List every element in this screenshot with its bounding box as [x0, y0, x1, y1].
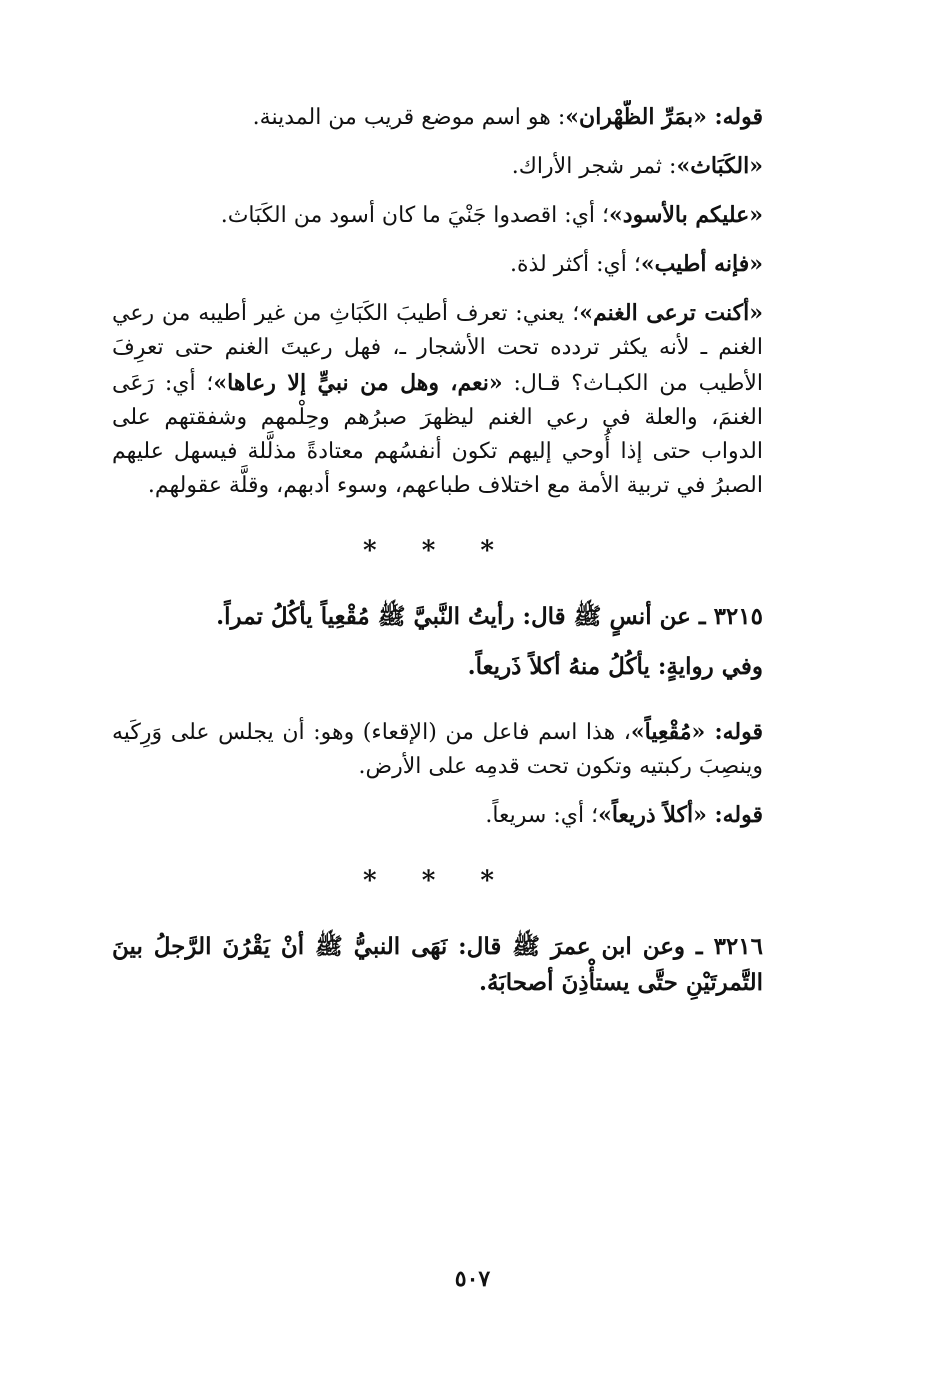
definition-fa-innahu-atyab: ؛ أي: أكثر لذة. — [509, 252, 641, 278]
definition-bimarr-azzahran: : هو اسم موضع قريب من المدينة. — [252, 105, 566, 130]
term-aklan-dhariyan: قوله: «أكلاً ذريعاً» — [598, 801, 763, 828]
definition-muqiyan: ، هذا اسم فاعل من (الإقعاء) وهو: أن يجلس على وَرِكَيه وينصِبَ ركبتيه وتكون تحت قدمِه على الأرض. — [112, 719, 763, 779]
explanation-part-1: ؛ يعني: تعرف أطيبَ الكَبَاثِ من غير أطيبه من رعي الغنم ـ لأنه يكثر تردده تحت الأشجار ـ، فهل رعيتَ الغنم حتى تعرِفَ الأطيب من الكبـاث؟ قـال: — [112, 301, 763, 396]
line-fa-innahu-atyab — [112, 247, 763, 282]
section-separator-1: * * * — [363, 535, 512, 566]
paragraph-raayi-alghanam — [112, 296, 763, 503]
term-alaykum-bil-aswad: «عليكم بالأسود» — [609, 202, 763, 229]
section-separator-2: * * * — [363, 865, 512, 896]
page-number: ٥٠٧ — [454, 1266, 491, 1292]
term-kabath: «الكَبَاث» — [676, 153, 763, 180]
term-fa-innahu-atyab: «فإنه أطيب» — [640, 251, 763, 278]
term-bimarr-azzahran: قوله: «بمَرِّ الظَّهْران» — [565, 104, 763, 130]
definition-alaykum-bil-aswad: ؛ أي: اقصدوا جَنْيَ ما كان أسود من الكَبَاث. — [220, 203, 610, 229]
quote-naam: «نعم، وهل من نبيٍّ إلا رعاها» — [213, 369, 503, 396]
explanation-part-2: ؛ أي: رَعَى الغنمَ، والعلة في رعي الغنم ليظهرَ صبرُهم وحِلْمهم وشفقتهم على الدواب حتى إذا أُوحي إليهم تكون أنفسُهم معتادةً مذلَّلة فيسهل عليهم الصبرُ في تربية الأمة مع اختلاف طباعهم، وسوء أدبهم، وقلَّة عقولهم. — [112, 370, 763, 498]
definition-kabath: : ثمر شجر الأراك. — [511, 154, 677, 180]
hadith-3215-variant: وفي روايةٍ: يأكُلُ منهُ أكلاً ذَريعاً. — [467, 652, 763, 680]
commentary-muqiyan — [112, 715, 763, 784]
text-block — [112, 96, 763, 1000]
term-kunta-tar-a-alghanam: «أكنت ترعى الغنم» — [579, 300, 763, 327]
commentary-aklan-dhariyan — [112, 798, 763, 833]
line-kabath — [112, 149, 763, 184]
hadith-3216: ٣٢١٦ ـ وعن ابن عمرَ ﷺ قال: نَهَى النبيُّ ﷺ أنْ يَقْرُنَ الرَّجلُ بينَ التَّمرتَيْنِ حتَّى يستأْذِنَ أصحابَهُ. — [112, 933, 763, 996]
definition-aklan-dhariyan: ؛ أي: سريعاً. — [485, 802, 599, 828]
hadith-3215: ٣٢١٥ ـ عن أنسٍ ﷺ قال: رأيتُ النَّبيَّ ﷺ مُقْعِياً يأكُلُ تمراً. — [216, 603, 763, 631]
line-bimarr-azzahran — [112, 100, 763, 135]
term-muqiyan: قوله: «مُقْعِياً» — [630, 718, 764, 745]
line-alaykum-bil-aswad — [112, 198, 763, 233]
